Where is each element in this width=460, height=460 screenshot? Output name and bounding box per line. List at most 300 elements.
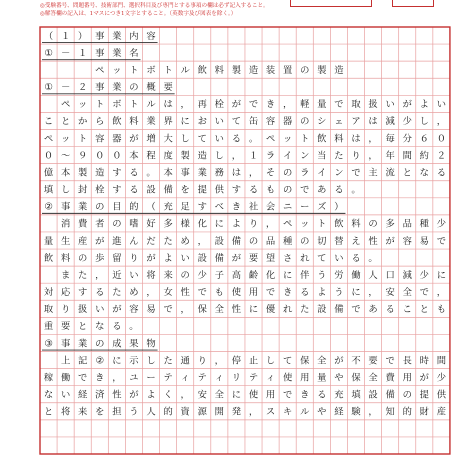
grid-char: に [231, 389, 242, 401]
grid-char: 高 [231, 269, 242, 281]
grid-char: 業 [112, 47, 122, 59]
grid-char: い [180, 252, 190, 264]
grid-char: 間 [436, 355, 447, 367]
grid-char: て [317, 252, 327, 264]
grid-char: く [163, 389, 173, 401]
grid-char: さ [283, 252, 293, 264]
grid-char: り [197, 355, 207, 367]
grid-char: た [78, 269, 88, 281]
grid-char: で [248, 99, 259, 111]
grid-char: 当 [317, 150, 327, 162]
grid-char: 用 [265, 389, 276, 401]
grid-char: 品 [402, 218, 412, 230]
grid-char: が [402, 99, 412, 111]
grid-char: ， [180, 389, 190, 401]
grid-char: 社 [248, 201, 259, 213]
grid-char: 備 [163, 184, 173, 196]
grid-char: 設 [368, 389, 378, 401]
grid-char: （ [146, 201, 156, 213]
grid-char: 容 [265, 116, 276, 128]
grid-char: 進 [112, 235, 122, 247]
grid-char: 替 [334, 235, 344, 247]
grid-char: ン [300, 150, 310, 162]
grid-char: 量 [317, 99, 327, 111]
grid-char: ， [436, 287, 447, 299]
grid-char: ッ [78, 99, 88, 111]
grid-char: 減 [402, 269, 412, 281]
grid-char: ー [300, 201, 310, 213]
grid-char: も [265, 184, 276, 196]
grid-char: 優 [265, 304, 276, 316]
grid-char: も [436, 304, 447, 316]
grid-char: 用 [402, 372, 412, 384]
grid-char: い [334, 252, 344, 264]
grid-char: 業 [78, 338, 88, 350]
grid-char: れ [300, 252, 310, 264]
grid-char: め [129, 287, 139, 299]
grid-char: 備 [334, 304, 344, 316]
grid-char: や [317, 406, 327, 418]
grid-char: 通 [180, 355, 190, 367]
grid-char: キ [283, 406, 293, 418]
grid-char: 対 [43, 287, 54, 299]
grid-char: ） [78, 30, 88, 42]
grid-char: 供 [214, 184, 224, 196]
grid-char: が [334, 355, 344, 367]
grid-char: シ [317, 116, 327, 128]
grid-char: 。 [146, 167, 156, 179]
grid-char: ０ [112, 150, 122, 162]
grid-char: を [180, 184, 190, 196]
grid-char: 本 [129, 150, 139, 162]
grid-char: 資 [180, 406, 190, 418]
grid-char: 業 [78, 201, 88, 213]
grid-char: き [95, 372, 105, 384]
grid-char: 会 [265, 201, 276, 213]
grid-char: す [231, 184, 242, 196]
grid-char: で [351, 167, 361, 179]
grid-char: ， [231, 150, 242, 162]
grid-char: そ [265, 167, 276, 179]
grid-char: ン [334, 167, 344, 179]
grid-char: テ [248, 372, 259, 384]
grid-char: ア [351, 116, 361, 128]
grid-char: に [214, 218, 224, 230]
grid-char: 少 [436, 372, 447, 384]
grid-char: り [60, 304, 71, 316]
grid-char: た [300, 304, 310, 316]
grid-char: よ [317, 287, 327, 299]
grid-char: と [43, 406, 54, 418]
grid-char: ィ [214, 372, 224, 384]
grid-char: ボ [112, 99, 122, 111]
grid-char: 軽 [300, 99, 310, 111]
grid-char: ス [265, 406, 276, 418]
grid-char: 重 [43, 321, 54, 333]
grid-char: 料 [60, 252, 71, 264]
grid-char: 労 [334, 269, 344, 281]
grid-char: 的 [402, 406, 412, 418]
grid-char: 提 [197, 184, 207, 196]
grid-char: 備 [385, 389, 395, 401]
grid-char: ま [60, 269, 71, 281]
grid-char: あ [368, 304, 378, 316]
grid-char: 提 [419, 389, 429, 401]
grid-char: の [368, 218, 378, 230]
grid-char: 充 [334, 389, 344, 401]
grid-char: ル [180, 65, 190, 76]
grid-char: き [283, 287, 293, 299]
grid-char: 停 [231, 355, 242, 367]
grid-char: し [214, 150, 224, 162]
grid-char: ボ [146, 65, 156, 76]
grid-char: 料 [129, 116, 139, 128]
grid-char: り [351, 150, 361, 162]
grid-char: て [231, 116, 242, 128]
grid-char: ， [197, 235, 207, 247]
grid-char: に [180, 116, 190, 128]
grid-char: 多 [163, 218, 173, 230]
grid-char: る [317, 389, 327, 401]
grid-char: で [419, 287, 429, 299]
grid-char: 産 [436, 406, 447, 418]
grid-char: 化 [265, 269, 276, 281]
grid-char: テ [197, 372, 207, 384]
grid-char: ① [44, 47, 53, 59]
grid-char: ９ [78, 150, 88, 162]
grid-char: な [419, 167, 429, 179]
grid-char: 業 [112, 82, 122, 94]
grid-char: で [283, 389, 293, 401]
grid-char: 稼 [43, 372, 54, 384]
grid-char: 料 [214, 65, 224, 76]
grid-char: ペ [43, 133, 54, 145]
grid-char: ， [146, 287, 156, 299]
grid-char: 設 [197, 252, 207, 264]
grid-char: 好 [146, 218, 156, 230]
grid-char: 的 [163, 406, 173, 418]
grid-char: ィ [180, 372, 190, 384]
grid-char: な [43, 389, 54, 401]
grid-char: に [351, 287, 361, 299]
grid-char: 料 [351, 218, 361, 230]
grid-char: 流 [385, 167, 395, 179]
grid-char: あ [317, 184, 327, 196]
grid-char: 供 [436, 389, 447, 401]
grid-char: 保 [197, 304, 207, 316]
grid-char: で [385, 355, 395, 367]
grid-char: 缶 [248, 116, 259, 128]
grid-char: ， [368, 406, 378, 418]
grid-char: が [112, 304, 122, 316]
grid-char: 伴 [300, 269, 310, 281]
grid-char: 取 [43, 304, 54, 316]
grid-char: 歩 [95, 252, 105, 264]
grid-char: よ [231, 218, 242, 230]
grid-char: 要 [60, 321, 71, 333]
grid-char: 果 [129, 338, 139, 350]
grid-char: 設 [146, 184, 156, 196]
grid-char: か [78, 116, 88, 128]
grid-char: 担 [112, 406, 122, 418]
grid-char: ② [95, 355, 104, 367]
grid-char: で [436, 235, 447, 247]
grid-char: で [163, 304, 173, 316]
grid-char: 者 [95, 218, 105, 230]
grid-char: ら [95, 116, 105, 128]
grid-char: 使 [283, 372, 293, 384]
grid-char: 望 [265, 252, 276, 264]
grid-char: 程 [146, 150, 156, 162]
grid-char: べ [214, 201, 224, 213]
grid-char: し [419, 116, 429, 128]
grid-char: ト [78, 133, 88, 145]
grid-char: を [95, 406, 105, 418]
grid-char: り [248, 218, 259, 230]
grid-char: 器 [112, 133, 122, 145]
grid-char: 大 [163, 133, 173, 145]
grid-char: 要 [368, 355, 378, 367]
grid-char: が [231, 252, 242, 264]
grid-char: ① [44, 82, 53, 94]
grid-char: す [112, 167, 122, 179]
grid-char: 品 [265, 235, 276, 247]
grid-char: 留 [112, 252, 122, 264]
grid-char: 保 [300, 355, 310, 367]
grid-char: 造 [334, 65, 344, 76]
grid-char: ユ [129, 372, 139, 384]
grid-char: 多 [385, 218, 395, 230]
grid-char: が [129, 389, 139, 401]
grid-char: 性 [180, 287, 190, 299]
grid-char: イ [317, 167, 327, 179]
grid-char: 安 [197, 389, 207, 401]
grid-char: い [214, 116, 224, 128]
grid-char: 少 [419, 269, 429, 281]
grid-char: 費 [385, 372, 395, 384]
grid-char: 的 [129, 201, 139, 213]
grid-char: 飲 [317, 133, 327, 145]
grid-char: が [146, 252, 156, 264]
grid-char: 験 [351, 406, 361, 418]
grid-char: も [214, 287, 224, 299]
grid-char: た [163, 355, 173, 367]
grid-char: ～ [60, 150, 71, 162]
grid-char: ニ [283, 201, 293, 213]
grid-char: ， [368, 287, 378, 299]
grid-char: に [248, 304, 259, 316]
grid-char: れ [283, 304, 293, 316]
grid-char: 製 [231, 65, 242, 76]
grid-char: き [265, 99, 276, 111]
grid-char: 易 [419, 235, 429, 247]
grid-char: 務 [214, 167, 224, 179]
grid-char: ） [334, 201, 344, 213]
grid-char: る [112, 321, 122, 333]
grid-char: て [283, 355, 293, 367]
grid-char: 発 [231, 406, 242, 418]
grid-char: 充 [163, 201, 173, 213]
grid-char: で [265, 287, 276, 299]
grid-char: ０ [95, 150, 105, 162]
grid-char: ， [283, 99, 293, 111]
grid-char: － [60, 47, 71, 59]
grid-char: 造 [95, 167, 105, 179]
grid-char: 応 [60, 287, 71, 299]
grid-char: 毎 [385, 133, 395, 145]
grid-char: ん [129, 235, 139, 247]
grid-char: ッ [112, 65, 122, 76]
grid-char: ト [129, 65, 139, 76]
grid-char: 業 [146, 116, 156, 128]
grid-char: ， [436, 116, 447, 128]
grid-char: い [214, 133, 224, 145]
grid-char: 将 [146, 269, 156, 281]
grid-char: 全 [214, 389, 224, 401]
grid-char: 性 [231, 304, 242, 316]
grid-char: 名 [129, 47, 139, 59]
grid-char: ， [95, 269, 105, 281]
grid-char: 設 [317, 304, 327, 316]
grid-char: ト [95, 99, 105, 111]
grid-char: 保 [351, 372, 361, 384]
grid-char: る [231, 133, 242, 145]
grid-char: で [197, 287, 207, 299]
grid-char: ， [180, 99, 190, 111]
grid-char: （ [43, 30, 54, 42]
note-one-char-per-cell: ◎解答欄の記入は、1マスにつき1文字とすること。（英数字及び図表を除く。） [40, 11, 237, 17]
grid-char: ト [300, 133, 310, 145]
grid-char: 間 [402, 150, 412, 162]
grid-char: 様 [180, 218, 190, 230]
grid-char: ズ [317, 201, 327, 213]
grid-char: 再 [197, 99, 207, 111]
grid-char: 年 [385, 150, 395, 162]
grid-char: ③ [44, 338, 53, 350]
grid-char: き [231, 201, 242, 213]
grid-char: テ [163, 372, 173, 384]
grid-char: 少 [197, 269, 207, 281]
grid-char: ０ [43, 150, 54, 162]
grid-char: え [351, 235, 361, 247]
grid-char: 来 [163, 269, 173, 281]
grid-char: 億 [43, 167, 54, 179]
grid-char: 備 [214, 252, 224, 264]
grid-char: 容 [146, 30, 156, 42]
grid-char: 封 [78, 184, 88, 196]
grid-char: 示 [129, 355, 139, 367]
grid-char: 内 [129, 30, 139, 42]
grid-char: 知 [385, 406, 395, 418]
grid-char: ０ [436, 133, 447, 145]
grid-char: 人 [368, 269, 378, 281]
grid-char: に [283, 269, 293, 281]
grid-char: ， [214, 355, 224, 367]
grid-char: 安 [385, 287, 395, 299]
grid-char: ２ [436, 150, 447, 162]
grid-char: 業 [197, 167, 207, 179]
grid-char: ， [265, 218, 276, 230]
grid-char: 容 [95, 133, 105, 145]
grid-char: で [334, 99, 344, 111]
grid-char: 概 [146, 82, 156, 94]
grid-char: 成 [112, 338, 122, 350]
grid-char: 装 [265, 65, 276, 76]
grid-char: 足 [180, 201, 190, 213]
grid-char: の [283, 167, 293, 179]
grid-char: 事 [60, 201, 71, 213]
grid-char: と [60, 116, 71, 128]
grid-char: 性 [112, 389, 122, 401]
grid-char: ペ [95, 65, 105, 76]
grid-char: 減 [385, 116, 395, 128]
grid-char: た [334, 150, 344, 162]
grid-char: 開 [214, 406, 224, 418]
grid-char: 度 [163, 150, 173, 162]
grid-char: の [129, 82, 139, 94]
grid-char: 嗜 [129, 218, 139, 230]
grid-char: 経 [334, 406, 344, 418]
grid-char: 化 [197, 218, 207, 230]
grid-char: － [60, 82, 71, 94]
grid-char: ペ [283, 218, 293, 230]
grid-char: い [60, 389, 71, 401]
grid-char: う [317, 269, 327, 281]
grid-char: ， [112, 372, 122, 384]
grid-char: 造 [197, 150, 207, 162]
grid-char: ② [44, 201, 53, 213]
grid-char: 将 [60, 406, 71, 418]
grid-char: の [300, 235, 310, 247]
grid-char: 栓 [95, 184, 105, 196]
grid-char: 女 [163, 287, 173, 299]
grid-char: る [436, 167, 447, 179]
grid-char: し [146, 355, 156, 367]
grid-char: 種 [283, 235, 293, 247]
grid-char: 用 [248, 287, 259, 299]
grid-char: 消 [60, 218, 71, 230]
grid-char: な [95, 321, 105, 333]
grid-char: る [300, 287, 310, 299]
grid-char: 働 [60, 372, 71, 384]
grid-char: の [112, 218, 122, 230]
grid-char: の [95, 201, 105, 213]
note-exam-fields: ◎受験番号、問題番号、技術部門、選択科目及び専門とする事項の欄は必ず記入すること。 [40, 3, 269, 9]
grid-char: い [436, 99, 447, 111]
grid-char: い [95, 304, 105, 316]
grid-char: 費 [78, 218, 88, 230]
grid-char: し [60, 184, 71, 196]
grid-char: は [368, 116, 378, 128]
grid-char: ト [163, 65, 173, 76]
grid-char: こ [402, 304, 412, 316]
grid-char: す [197, 201, 207, 213]
grid-char: 生 [60, 235, 71, 247]
grid-char: る [334, 184, 344, 196]
grid-char: 不 [351, 355, 361, 367]
grid-char: 要 [248, 252, 259, 264]
grid-char: ェ [334, 116, 344, 128]
grid-char: ィ [265, 372, 276, 384]
grid-char: る [129, 167, 139, 179]
grid-char: 業 [112, 30, 122, 42]
grid-char: ， [180, 304, 190, 316]
grid-char: 時 [419, 355, 429, 367]
grid-char: ト [129, 99, 139, 111]
grid-char: 置 [283, 65, 293, 76]
grid-char: と [78, 321, 88, 333]
grid-char: 事 [95, 82, 105, 94]
